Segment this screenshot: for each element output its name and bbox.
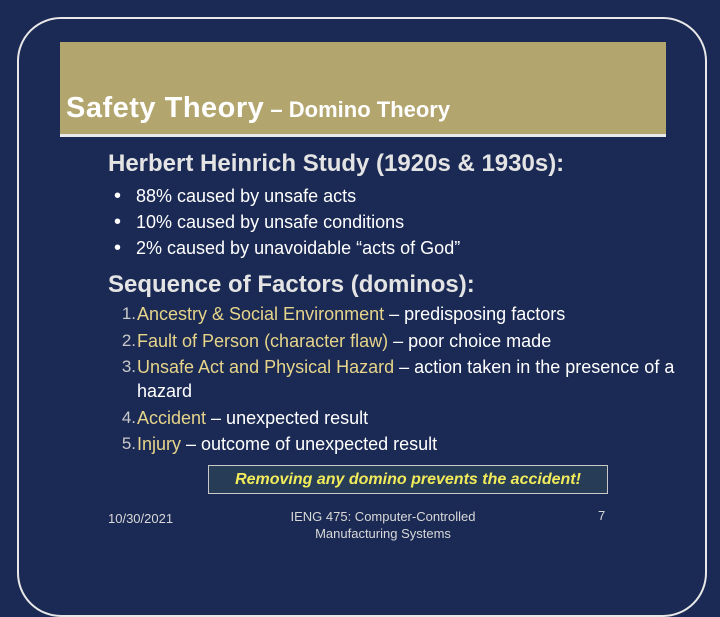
- item-desc: – predisposing factors: [384, 304, 566, 324]
- item-term: Fault of Person (character flaw): [137, 330, 389, 351]
- sequence-item: [84, 406, 684, 430]
- item-number: 3.: [121, 357, 136, 376]
- item-term: Unsafe Act and Physical Hazard: [137, 357, 395, 377]
- bullet-item: [114, 235, 460, 261]
- bullet-item: [114, 183, 460, 209]
- footer-page-number: 7: [598, 508, 606, 523]
- title-underline: [60, 134, 666, 137]
- sequence-item: [84, 355, 684, 403]
- domino-callout: Removing any domino prevents the accident!: [208, 465, 608, 494]
- item-number: 1.: [121, 304, 136, 323]
- bullet-text: 10% caused by unsafe conditions: [136, 212, 405, 232]
- study-bullet-list: [114, 183, 460, 261]
- item-desc: – action taken in the presence of a hazard: [137, 357, 675, 401]
- bullet-text: 88% caused by unsafe acts: [136, 186, 357, 206]
- title-dash: –: [264, 97, 289, 122]
- study-heading: Herbert Heinrich Study (1920s & 1930s):: [108, 150, 565, 177]
- item-term: Accident: [137, 407, 207, 428]
- sequence-item: [84, 432, 684, 456]
- bullet-icon: •: [114, 237, 122, 259]
- item-desc: – outcome of unexpected result: [181, 434, 438, 454]
- sequence-list: [84, 302, 684, 459]
- item-desc: – unexpected result: [206, 407, 369, 428]
- footer-course: IENG 475: Computer-Controlled Manufacturing Systems: [290, 509, 476, 541]
- sequence-item: [84, 329, 684, 353]
- item-number: 4.: [121, 407, 136, 427]
- title-sub: Domino Theory: [288, 97, 451, 122]
- item-term: Ancestry & Social Environment: [137, 304, 385, 324]
- item-number: 2.: [121, 330, 136, 350]
- item-desc: – poor choice made: [388, 330, 552, 351]
- footer-date: 10/30/2021: [108, 511, 174, 526]
- item-number: 5.: [121, 434, 136, 453]
- slide-title: [66, 88, 450, 125]
- bullet-text: 2% caused by unavoidable “acts of God”: [136, 238, 461, 258]
- title-main: Safety Theory: [66, 92, 265, 124]
- bullet-item: [114, 209, 460, 235]
- sequence-item: [84, 302, 684, 326]
- item-term: Injury: [137, 434, 182, 454]
- bullet-icon: •: [114, 185, 122, 207]
- bullet-icon: •: [114, 211, 122, 233]
- sequence-heading: Sequence of Factors (dominos):: [108, 271, 475, 298]
